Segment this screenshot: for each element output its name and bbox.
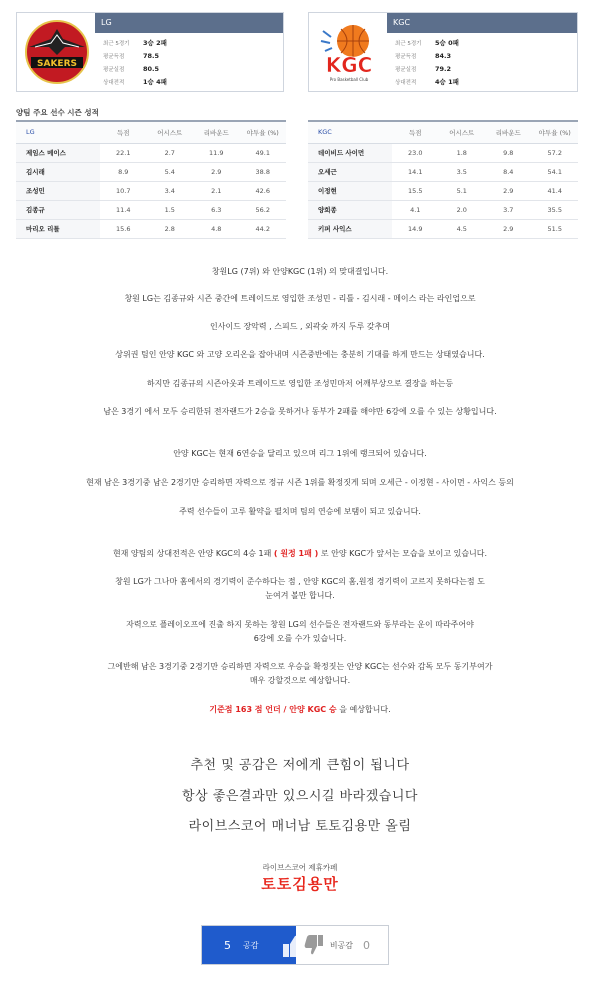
fg-pct-cell: 49.1 bbox=[240, 143, 287, 162]
cafe-name: 토토김용만 bbox=[261, 875, 339, 893]
rebounds-cell: 9.8 bbox=[485, 143, 532, 162]
table-row bbox=[16, 143, 286, 162]
team-stat-row bbox=[387, 36, 577, 49]
points-cell: 14.1 bbox=[392, 162, 439, 181]
stat-label: 평균득점 bbox=[395, 53, 417, 60]
rebounds-cell: 2.9 bbox=[193, 162, 240, 181]
article-paragraph bbox=[20, 575, 580, 603]
table-team-name: LG bbox=[16, 121, 100, 143]
assists-cell: 4.5 bbox=[439, 219, 486, 238]
fg-pct-cell: 54.1 bbox=[532, 162, 579, 181]
player-name: 김종규 bbox=[16, 200, 100, 219]
prediction-highlight: 기준점 163 점 언더 / 안양 KGC 승 bbox=[209, 705, 337, 714]
fg-pct-cell: 51.5 bbox=[532, 219, 579, 238]
player-name: 제임스 메이스 bbox=[16, 143, 100, 162]
team-stat-row bbox=[95, 75, 283, 88]
player-table-lg bbox=[16, 120, 286, 239]
article-paragraph: 현재 남은 3경기중 남은 2경기만 승리하면 자력으로 정규 시즌 1위를 확정짓게 되며 오세근 - 이정현 - 사이먼 - 사익스 등의 bbox=[86, 478, 514, 487]
points-cell: 15.5 bbox=[392, 181, 439, 200]
table-row bbox=[308, 200, 578, 219]
stat-value: 78.5 bbox=[143, 51, 160, 60]
assists-cell: 3.5 bbox=[439, 162, 486, 181]
svg-text:Pro Basketball Club: Pro Basketball Club bbox=[329, 77, 369, 82]
text-run: 현재 양팀의 상대전적은 안양 KGC의 4승 1패 bbox=[112, 549, 274, 558]
player-table-kgc bbox=[308, 120, 578, 239]
svg-text:KGC: KGC bbox=[325, 53, 373, 77]
assists-cell: 5.1 bbox=[439, 181, 486, 200]
column-header: 야투율 (%) bbox=[532, 121, 579, 143]
article-paragraph: 주력 선수들이 고루 활약을 펼치며 팀의 연승에 보탬이 되고 있습니다. bbox=[179, 507, 421, 516]
stat-value: 84.3 bbox=[435, 51, 452, 60]
stat-label: 평균실점 bbox=[395, 66, 417, 73]
column-header: 어시스트 bbox=[439, 121, 486, 143]
points-cell: 23.0 bbox=[392, 143, 439, 162]
dislike-label: 비공감 bbox=[329, 940, 353, 950]
team-stat-row bbox=[387, 75, 577, 88]
article-paragraph: 상위권 팀인 안양 KGC 와 고양 오리온을 잡아내며 시즌중반에는 충분히 기대를 하게 만드는 상태였습니다. bbox=[115, 350, 485, 359]
text-line: 창원 LG가 그나마 홈에서의 경기력이 준수하다는 점 , 안양 KGC의 홈,원정 경기력이 고르지 못하다는점 도 bbox=[115, 577, 485, 586]
dislike-button[interactable] bbox=[296, 926, 388, 964]
stat-value: 80.5 bbox=[143, 64, 160, 73]
rebounds-cell: 4.8 bbox=[193, 219, 240, 238]
assists-cell: 2.0 bbox=[439, 200, 486, 219]
article-paragraph bbox=[20, 547, 580, 561]
fg-pct-cell: 57.2 bbox=[532, 143, 579, 162]
reaction-box bbox=[201, 925, 389, 965]
dislike-count: 0 bbox=[363, 938, 370, 952]
points-cell: 22.1 bbox=[100, 143, 147, 162]
player-name: 오세근 bbox=[308, 162, 392, 181]
article-paragraph: 하지만 김종규의 시즌아웃과 트레이드로 영입한 조성민마저 어깨부상으로 결장을 하는등 bbox=[146, 379, 454, 388]
team-stat-row bbox=[95, 36, 283, 49]
section-title: 양팀 주요 선수 시즌 성적 bbox=[16, 108, 99, 117]
text-line: 그에반해 남은 3경기중 2경기만 승리하면 자력으로 우승을 확정짓는 안양 KGC는 선수와 감독 모두 동기부여가 bbox=[107, 662, 493, 671]
like-count: 5 bbox=[224, 938, 231, 952]
stat-label: 최근 5경기 bbox=[103, 40, 130, 47]
assists-cell: 1.5 bbox=[147, 200, 194, 219]
assists-cell: 2.8 bbox=[147, 219, 194, 238]
table-row bbox=[308, 219, 578, 238]
column-header: 어시스트 bbox=[147, 121, 194, 143]
team-stat-row bbox=[95, 62, 283, 75]
fg-pct-cell: 42.6 bbox=[240, 181, 287, 200]
column-header: 리바운드 bbox=[485, 121, 532, 143]
text-run: 로 안양 KGC가 앞서는 모습을 보이고 있습니다. bbox=[318, 549, 488, 558]
rebounds-cell: 3.7 bbox=[485, 200, 532, 219]
stat-label: 상대전적 bbox=[395, 79, 417, 86]
closing-line: 항상 좋은결과만 있으시길 바라겠습니다 bbox=[182, 789, 418, 804]
kgc-basketball-logo-icon bbox=[313, 17, 385, 87]
like-button[interactable] bbox=[202, 926, 296, 964]
svg-text:SAKERS: SAKERS bbox=[37, 59, 77, 69]
fg-pct-cell: 56.2 bbox=[240, 200, 287, 219]
team-stat-row bbox=[387, 49, 577, 62]
team-stats-kgc bbox=[387, 36, 577, 88]
article-paragraph: 안양 KGC는 현재 6연승을 달리고 있으며 리그 1위에 랭크되어 있습니다. bbox=[173, 449, 427, 458]
closing-line: 라이브스코어 매너남 토토김용만 올림 bbox=[188, 819, 412, 834]
article-paragraph: 인사이드 장악력 , 스피드 , 외곽슛 까지 두루 갖추며 bbox=[210, 322, 390, 331]
points-cell: 11.4 bbox=[100, 200, 147, 219]
table-row bbox=[16, 219, 286, 238]
article-paragraph bbox=[20, 618, 580, 646]
stat-label: 상대전적 bbox=[103, 79, 125, 86]
stat-label: 평균실점 bbox=[103, 66, 125, 73]
stat-value: 3승 2패 bbox=[143, 39, 167, 47]
fg-pct-cell: 38.8 bbox=[240, 162, 287, 181]
rebounds-cell: 11.9 bbox=[193, 143, 240, 162]
team-stats-lg bbox=[95, 36, 283, 88]
points-cell: 10.7 bbox=[100, 181, 147, 200]
article-paragraph: 창원LG (7위) 와 안양KGC (1위) 의 맞대결입니다. bbox=[211, 267, 389, 276]
team-card-lg bbox=[16, 12, 284, 92]
player-name: 키퍼 사익스 bbox=[308, 219, 392, 238]
table-row bbox=[16, 181, 286, 200]
thumbs-down-icon bbox=[304, 934, 324, 956]
fg-pct-cell: 35.5 bbox=[532, 200, 579, 219]
text-line: 자력으로 플레이오프에 진출 하지 못하는 창원 LG의 선수들은 전자랜드와 동부라는 운이 따라주어야 bbox=[126, 620, 474, 629]
like-label: 공감 bbox=[243, 940, 259, 950]
points-cell: 4.1 bbox=[392, 200, 439, 219]
column-header: 야투율 (%) bbox=[240, 121, 287, 143]
lg-sakers-logo-icon bbox=[21, 17, 93, 87]
rebounds-cell: 8.4 bbox=[485, 162, 532, 181]
team-card-kgc bbox=[308, 12, 578, 92]
assists-cell: 3.4 bbox=[147, 181, 194, 200]
stat-label: 평균득점 bbox=[103, 53, 125, 60]
rebounds-cell: 2.9 bbox=[485, 219, 532, 238]
text-line: 6강에 오를 수가 있습니다. bbox=[253, 634, 347, 643]
player-name: 데이비드 사이먼 bbox=[308, 143, 392, 162]
table-row bbox=[16, 200, 286, 219]
assists-cell: 2.7 bbox=[147, 143, 194, 162]
points-cell: 8.9 bbox=[100, 162, 147, 181]
table-row bbox=[308, 143, 578, 162]
assists-cell: 1.8 bbox=[439, 143, 486, 162]
column-header: 득점 bbox=[392, 121, 439, 143]
stat-value: 1승 4패 bbox=[143, 78, 167, 86]
player-name: 이정현 bbox=[308, 181, 392, 200]
table-team-name: KGC bbox=[308, 121, 392, 143]
table-header-row bbox=[308, 121, 578, 143]
rebounds-cell: 2.1 bbox=[193, 181, 240, 200]
assists-cell: 5.4 bbox=[147, 162, 194, 181]
cafe-label: 라이브스코어 제휴카페 bbox=[262, 863, 338, 872]
table-row bbox=[16, 162, 286, 181]
column-header: 리바운드 bbox=[193, 121, 240, 143]
table-row bbox=[308, 181, 578, 200]
text-line: 매우 강할것으로 예상합니다. bbox=[249, 676, 351, 685]
article-paragraph bbox=[20, 660, 580, 688]
team-stat-row bbox=[387, 62, 577, 75]
team-name-kgc: KGC bbox=[387, 13, 577, 33]
article-paragraph: 남은 3경기 에서 모두 승리한뒤 전자랜드가 2승을 못하거나 동부가 2패를 해야만 6강에 오를 수 있는 상황입니다. bbox=[103, 407, 497, 416]
prediction-line bbox=[20, 703, 580, 717]
highlight-text: ( 원정 1패 ) bbox=[273, 549, 319, 558]
stat-value: 79.2 bbox=[435, 64, 452, 73]
table-header-row bbox=[16, 121, 286, 143]
player-name: 김시래 bbox=[16, 162, 100, 181]
stat-value: 5승 0패 bbox=[435, 39, 459, 47]
rebounds-cell: 6.3 bbox=[193, 200, 240, 219]
points-cell: 14.9 bbox=[392, 219, 439, 238]
column-header: 득점 bbox=[100, 121, 147, 143]
fg-pct-cell: 44.2 bbox=[240, 219, 287, 238]
closing-line: 추천 및 공감은 저에게 큰힘이 됩니다 bbox=[190, 758, 410, 773]
article-paragraph: 창원 LG는 김종규와 시즌 중간에 트레이드로 영입한 조성민 - 리틀 - 김시래 - 메이스 라는 라인업으로 bbox=[124, 294, 476, 303]
table-row bbox=[308, 162, 578, 181]
player-name: 마리오 리틀 bbox=[16, 219, 100, 238]
player-name: 양희종 bbox=[308, 200, 392, 219]
team-stat-row bbox=[95, 49, 283, 62]
team-name-lg: LG bbox=[95, 13, 283, 33]
stat-label: 최근 5경기 bbox=[395, 40, 422, 47]
fg-pct-cell: 41.4 bbox=[532, 181, 579, 200]
stat-value: 4승 1패 bbox=[435, 78, 459, 86]
player-name: 조성민 bbox=[16, 181, 100, 200]
text-run: 을 예상합니다. bbox=[336, 705, 391, 714]
text-line: 눈여겨 볼만 합니다. bbox=[265, 591, 335, 600]
points-cell: 15.6 bbox=[100, 219, 147, 238]
rebounds-cell: 2.9 bbox=[485, 181, 532, 200]
